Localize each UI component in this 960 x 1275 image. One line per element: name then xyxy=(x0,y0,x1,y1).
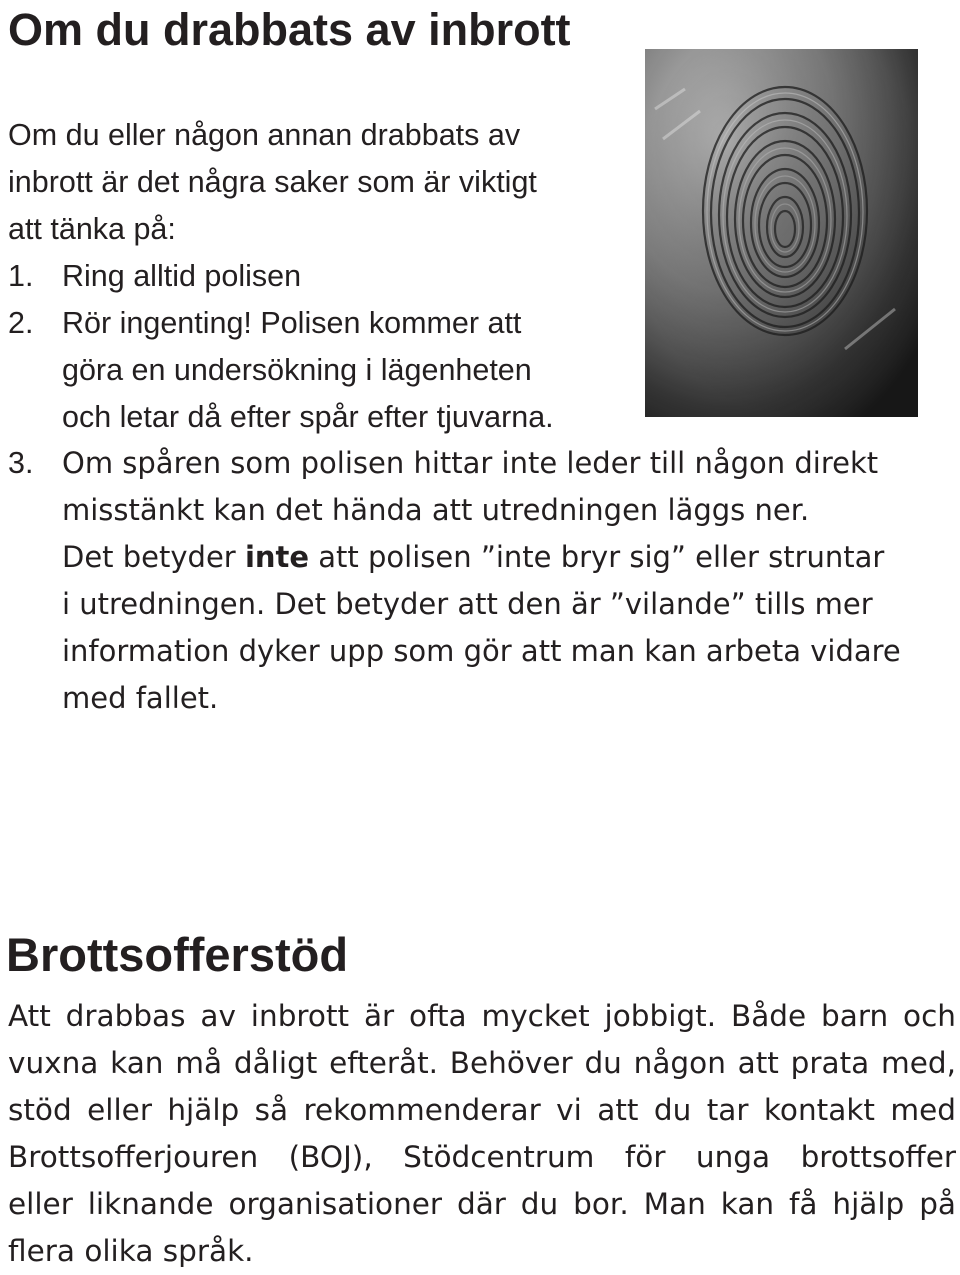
list-text xyxy=(62,440,901,722)
text-run: Det betyder xyxy=(62,540,245,574)
support-paragraph xyxy=(8,993,956,1275)
intro-line: att tänka på: xyxy=(8,212,176,246)
list-number: 2. xyxy=(8,306,34,340)
list-text-line: Rör ingenting! Polisen kommer att xyxy=(62,306,522,340)
emphasis-text: inte xyxy=(244,540,310,574)
text-run: att polisen ”inte bryr sig” eller struntar xyxy=(309,540,885,574)
list-text-line: information dyker upp som gör att man kan arbeta vidare xyxy=(62,634,901,668)
list-text-line xyxy=(62,534,901,581)
list-text: Ring alltid polisen xyxy=(62,259,302,293)
support-line: flera olika språk. xyxy=(8,1234,254,1268)
intro-line: Om du eller någon annan drabbats av xyxy=(8,118,521,152)
page-title: Om du drabbats av inbrott xyxy=(8,4,571,55)
list-text-line: misstänkt kan det hända att utredningen läggs ner. xyxy=(62,493,810,527)
list-text-line: i utredningen. Det betyder att den är ”vilande” tills mer xyxy=(62,587,873,621)
intro-paragraph xyxy=(8,112,537,253)
intro-line: inbrott är det några saker som är viktigt xyxy=(8,165,537,199)
support-line: stöd eller hjälp så rekommenderar vi att du tar kontakt med xyxy=(8,1093,956,1127)
support-line: vuxna kan må dåligt efteråt. Behöver du någon att prata med, xyxy=(8,1046,956,1080)
list-text-line: göra en undersökning i lägenheten xyxy=(62,353,532,387)
list-text-line: med fallet. xyxy=(62,681,219,715)
support-line: Att drabbas av inbrott är ofta mycket jobbigt. Både barn och xyxy=(8,999,956,1033)
fingerprint-image xyxy=(645,49,918,417)
support-line: Brottsofferjouren (BOJ), Stödcentrum för unga brottsoffer xyxy=(8,1140,956,1174)
section-heading: Brottsofferstöd xyxy=(6,928,349,981)
list-text xyxy=(62,300,554,441)
list-number: 1. xyxy=(8,259,34,293)
list-text-line: Om spåren som polisen hittar inte leder till någon direkt xyxy=(62,446,879,480)
support-line: eller liknande organisationer där du bor. Man kan få hjälp på xyxy=(8,1187,956,1221)
list-text-line: och letar då efter spår efter tjuvarna. xyxy=(62,400,554,434)
list-number: 3. xyxy=(8,446,34,480)
